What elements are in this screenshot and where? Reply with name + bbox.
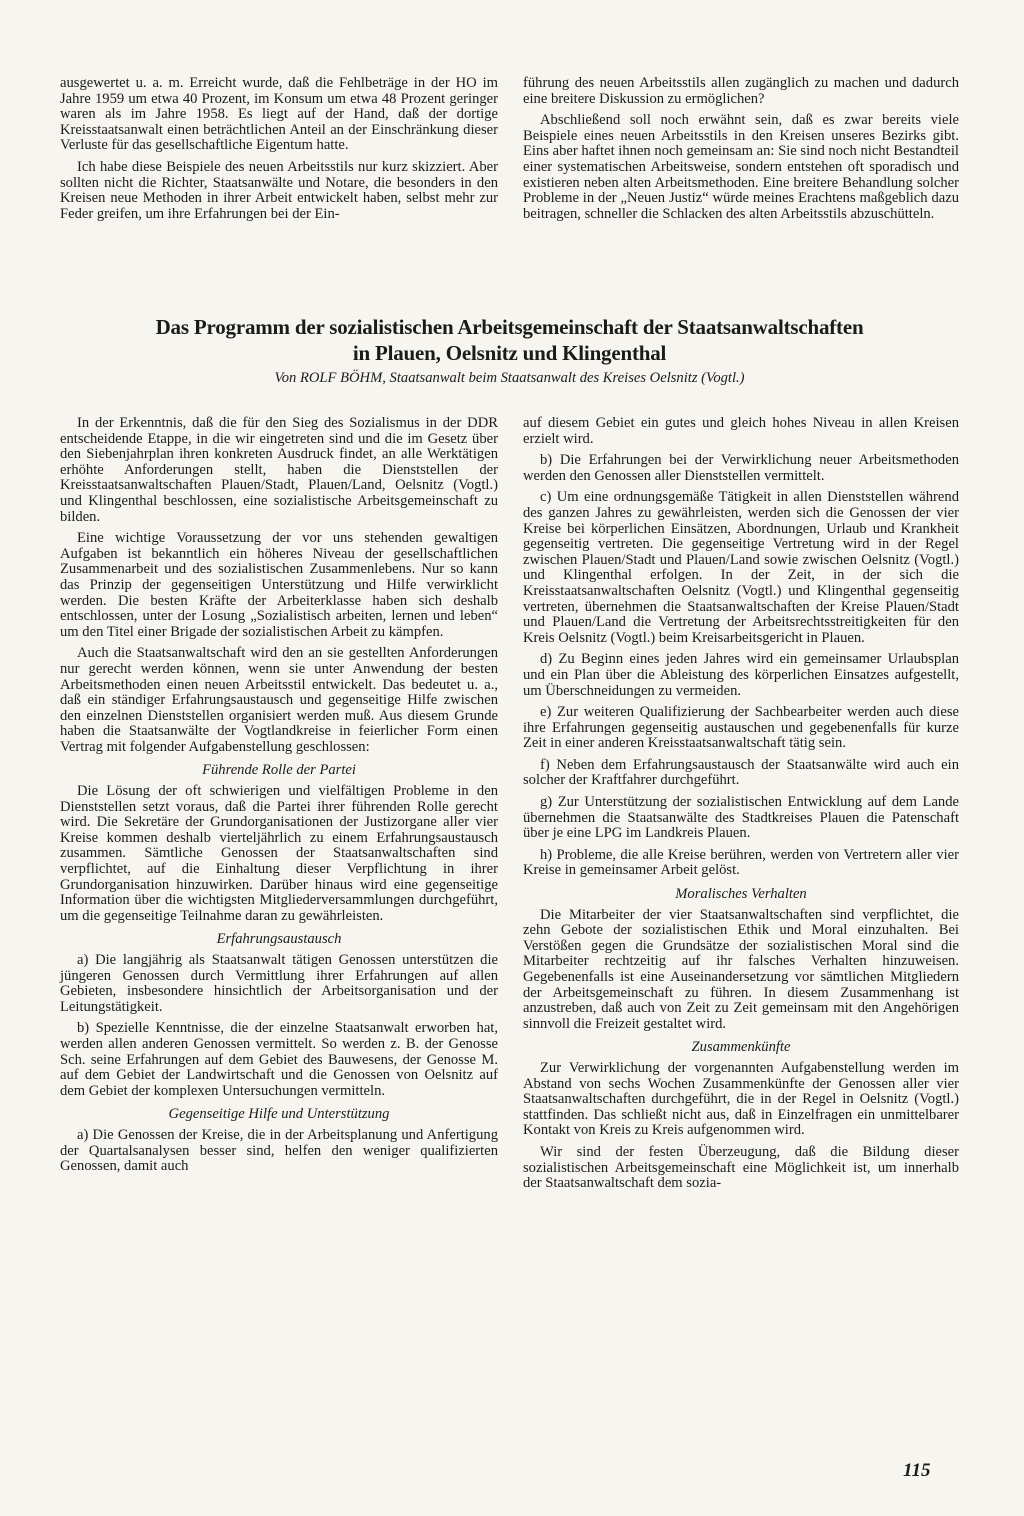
section-heading: Gegenseitige Hilfe und Unterstützung: [168, 1106, 390, 1123]
paragraph: f) Neben dem Erfahrungsaustausch der Staatsanwälte wird auch ein solcher der Kraftfahrer durchgeführt.: [523, 756, 959, 789]
paragraph: g) Zur Unterstützung der sozialistischen Entwicklung auf dem Lande übernehmen die Staatsanwälte des Stadtkreises Plauen die Patenschaft über je eine LPG im Landkreis Plauen.: [523, 794, 959, 842]
section-heading: Moralisches Verhalten: [675, 886, 807, 903]
article-title-line-1: Das Programm der sozialistischen Arbeitsgemeinschaft der Staatsanwaltschaften: [155, 315, 864, 339]
article-title-line-2: in Plauen, Oelsnitz und Klingenthal: [352, 341, 667, 365]
paragraph: Eine wichtige Voraussetzung der vor uns stehenden gewaltigen Aufgaben ist bekanntlich ein höheres Niveau der gesellschaftlichen Zusammenarbeit und des sozialistischen Zusammenlebens. Nur so kann das Prinzip der gegenseitigen Unterstützung und Hilfe verwirklicht werden. Die besten Kräfte der Arbeiterklasse haben sich deshalb entschlossen, unter der Losung „Sozialistisch arbeiten, lernen und leben“ um den Titel einer Brigade der sozialistischen Arbeit zu kämpfen.: [60, 530, 498, 640]
paragraph: Zur Verwirklichung der vorgenannten Aufgabenstellung werden im Abstand von sechs Wochen Zusammenkünfte der Genossen aller vier Staatsanwaltschaften durchgeführt, die in der Regel in Oelsnitz (Vogtl.) stattfinden. Das schließt nicht aus, daß in Einzelfragen ein unmittelbarer Kontakt von Kreis zu Kreis aufgenommen wird.: [523, 1059, 959, 1139]
section-heading: Erfahrungsaustausch: [216, 931, 342, 948]
article-title: [60, 314, 959, 366]
paragraph: Auch die Staatsanwaltschaft wird den an sie gestellten Anforderungen nur gerecht werden können, wenn sie unter Anwendung der besten Arbeitsmethoden einen neuen Arbeitsstil entwickelt. Das bedeutet u. a., daß ein ständiger Erfahrungsaustausch und gegenseitige Hilfe zwischen den einzelnen Dienststellen organisiert werden muß. Aus diesem Grunde haben die Staatsanwälte der Vogtlandkreise in feierlicher Form einen Vertrag mit folgender Aufgabenstellung geschlossen:: [60, 645, 498, 755]
paragraph: b) Die Erfahrungen bei der Verwirklichung neuer Arbeitsmethoden werden den Genossen aller Dienststellen vermittelt.: [523, 452, 959, 484]
section-heading: Führende Rolle der Partei: [202, 762, 356, 779]
page-number: 115: [903, 1460, 931, 1481]
paragraph: Ich habe diese Beispiele des neuen Arbeitsstils nur kurz skizziert. Aber sollten nicht die Richter, Staatsanwälte und Notare, die besonders in den Kreisen neue Methoden in ihrer Arbeit entwickelt haben, selbst mehr zur Feder greifen, um ihre Erfahrungen bei der Ein-: [60, 158, 498, 222]
paragraph: Die Lösung der oft schwierigen und vielfältigen Probleme in den Dienststellen setzt voraus, daß die Partei ihrer führenden Rolle gerecht wird. Die Sekretäre der Grundorganisationen der Justizorgane aller vier Kreise kommen deshalb vierteljährlich zu einem Erfahrungsaustausch zusammen. Sämtliche Genossen der Staatsanwaltschaften sind verpflichtet, auf die Einhaltung dieser Verpflichtung in ihrer Grundorganisation hinzuwirken. Darüber hinaus wird eine gegenseitige Information über die wichtigsten Mitgliederversammlungen durchgeführt, um die gegenseitige Teilnahme daran zu gewährleisten.: [60, 783, 498, 924]
paragraph: d) Zu Beginn eines jeden Jahres wird ein gemeinsamer Urlaubsplan und ein Plan über die Ableistung des körperlichen Einsatzes aufgestellt, um Überschneidungen zu vermeiden.: [523, 651, 959, 699]
paragraph: Abschließend soll noch erwähnt sein, daß es zwar bereits viele Beispiele eines neuen Arbeitsstils in den Kreisen unseres Bezirks gibt. Eins aber haftet ihnen noch gemeinsam an: Sie sind noch nicht Bestandteil einer systematischen Arbeitsweise, sondern entstehen oft sporadisch und existieren neben alten Arbeitsmethoden. Eine breitere Behandlung solcher Probleme in der „Neuen Justiz“ würde meines Erachtens maßgeblich dazu beitragen, schneller die Schlacken des alten Arbeitsstils abzuschütteln.: [523, 112, 959, 222]
paragraph: e) Zur weiteren Qualifizierung der Sachbearbeiter werden auch diese ihre Erfahrungen gegenseitig austauschen und gegebenenfalls für kurze Zeit in einer anderen Kreisstaatsanwaltschaft tätig sein.: [523, 704, 959, 752]
article-left-column: [60, 416, 498, 1175]
paragraph: auf diesem Gebiet ein gutes und gleich hohes Niveau in allen Kreisen erzielt wird.: [523, 415, 959, 447]
article-right-column: [523, 416, 959, 1192]
paragraph: c) Um eine ordnungsgemäße Tätigkeit in allen Dienststellen während des ganzen Jahres zu gewährleisten, werden sich die Genossen der vier Kreise bei körperlichen Einsätzen, Abordnungen, Urlaub und Krankheit gegenseitig vertreten. Die gegenseitige Vertretung wird in der Regel zwischen Plauen/Stadt und Plauen/Land sowie zwischen Oelsnitz (Vogtl.) und Klingenthal erfolgen. In der Zeit, in der sich die Kreisstaatsanwaltschaften Oelsnitz (Vogtl.) und Klingenthal gegenseitig vertreten, übernehmen die Staatsanwaltschaften der Kreise Plauen/Stadt und Plauen/Land die Vertretung der Arbeitsrechtsstreitigkeiten für den Kreis Oelsnitz (Vogtl.) beim Kreisarbeitsgericht in Plauen.: [523, 489, 959, 646]
top-left-column: [60, 76, 498, 228]
paragraph: a) Die Genossen der Kreise, die in der Arbeitsplanung und Anfertigung der Quartalsanalysen besser sind, helfen den weniger qualifizierten Genossen, damit auch: [60, 1126, 498, 1175]
paragraph: Wir sind der festen Überzeugung, daß die Bildung dieser sozialistischen Arbeitsgemeinschaft eine Möglichkeit ist, um innerhalb der Staatsanwaltschaft dem sozia-: [523, 1143, 959, 1192]
paragraph: b) Spezielle Kenntnisse, die der einzelne Staatsanwalt erworben hat, werden allen anderen Genossen vermittelt. So werden z. B. der Genosse Sch. seine Erfahrungen auf dem Gebiet des Bauwesens, der Genosse M. auf dem Gebiet der Landwirtschaft und die Genossen von Oelsnitz auf dem Gebiet der komplexen Untersuchungen vermitteln.: [60, 1020, 498, 1099]
article-byline: Von ROLF BÖHM, Staatsanwalt beim Staatsanwalt des Kreises Oelsnitz (Vogtl.): [274, 370, 745, 386]
paragraph: führung des neuen Arbeitsstils allen zugänglich zu machen und dadurch eine breitere Diskussion zu ermöglichen?: [523, 75, 959, 107]
paragraph: Die Mitarbeiter der vier Staatsanwaltschaften sind verpflichtet, die zehn Gebote der sozialistischen Ethik und Moral einzuhalten. Bei Verstößen gegen die Grundsätze der sozialistischen Moral sind die Mitarbeiter rechtzeitig auf ihr falsches Verhalten hinzuweisen. Gegebenenfalls ist eine Auseinandersetzung vor sämtlichen Mitgliedern der Arbeitsgemeinschaft zu führen. In diesem Zusammenhang ist anzustreben, daß auch von Zeit zu Zeit gemeinsam mit den Angehörigen sinnvoll die Freizeit gestaltet wird.: [523, 906, 959, 1032]
top-right-column: [523, 76, 959, 228]
section-heading: Zusammenkünfte: [691, 1039, 791, 1056]
paragraph: a) Die langjährig als Staatsanwalt tätigen Genossen unterstützen die jüngeren Genossen durch Vermittlung ihrer Erfahrungen auf allen Gebieten, insbesondere hinsichtlich der Arbeitsorganisation und der Leitungstätigkeit.: [60, 952, 498, 1015]
paragraph: In der Erkenntnis, daß die für den Sieg des Sozialismus in der DDR entscheidende Etappe, in die wir eingetreten sind und die im Gesetz über den Siebenjahrplan ihren konkreten Ausdruck findet, an alle Werktätigen erhöhte Anforderungen stellt, haben die Dienststellen der Kreisstaatsanwaltschaften Plauen/Stadt, Plauen/Land, Oelsnitz (Vogtl.) und Klingenthal beschlossen, eine sozialistische Arbeitsgemeinschaft zu bilden.: [60, 415, 498, 525]
paragraph: ausgewertet u. a. m. Erreicht wurde, daß die Fehlbeträge in der HO im Jahre 1959 um etwa 40 Prozent, im Konsum um etwa 48 Prozent geringer waren als im Jahre 1958. Es liegt auf der Hand, daß der dortige Kreisstaatsanwalt einen beträchtlichen Anteil an der Einschränkung dieser Verluste für das gesellschaftliche Eigentum hatte.: [60, 75, 498, 154]
paragraph: h) Probleme, die alle Kreise berühren, werden von Vertretern aller vier Kreise in gemeinsamer Arbeit gelöst.: [523, 846, 959, 879]
